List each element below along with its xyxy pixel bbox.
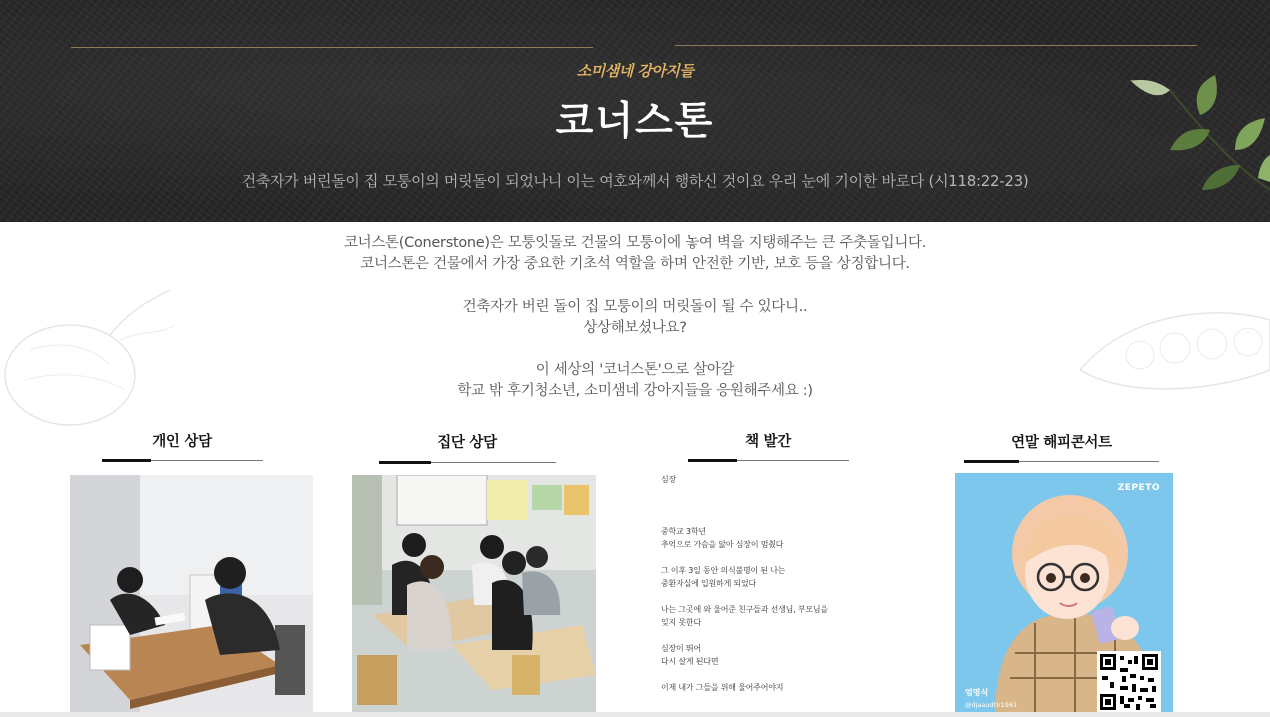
book-page-preview[interactable] xyxy=(656,473,896,717)
intro-line: 코너스톤은 건물에서 가장 중요한 기초석 역할을 하며 안전한 기반, 보호 등을 상징합니다. xyxy=(360,256,910,272)
book-line xyxy=(661,668,896,681)
intro-line: 이 세상의 '코너스톤'으로 살아갈 xyxy=(535,362,735,378)
book-line: 심장 xyxy=(661,475,677,484)
program-title-book-publication: 책 발간 xyxy=(745,434,791,450)
page-title: 코너스톤 xyxy=(555,98,715,144)
book-line xyxy=(661,486,896,499)
book-line xyxy=(661,629,896,642)
hero-verse: 건축자가 버린돌이 집 모퉁이의 머릿돌이 되었나니 이는 여호와께서 행하신 것이요 우리 눈에 기이한 바로다 (시118:22-23) xyxy=(241,172,1029,190)
hero-banner xyxy=(0,0,1270,222)
intro-line: 건축자가 버린 돌이 집 모퉁이의 머릿돌이 될 수 있다니.. xyxy=(462,299,808,315)
avatar-handle: @djaaudtlr1961 xyxy=(965,701,1018,709)
book-line: 중환자실에 입원하게 되었다 xyxy=(661,579,757,588)
program-underline xyxy=(964,461,1159,462)
zepeto-logo: ZEPETO xyxy=(1117,483,1160,493)
book-line: 이제 내가 그들을 위해 울어주어야지 xyxy=(661,683,784,692)
bottom-edge xyxy=(0,712,1270,717)
leaf-branch-icon xyxy=(1130,70,1270,210)
book-line: 추억으로 가슴을 앓아 심장이 멈췄다 xyxy=(661,540,784,549)
program-underline xyxy=(102,460,263,461)
book-line xyxy=(661,512,896,525)
hero-divider-right xyxy=(675,45,1197,46)
book-line xyxy=(661,499,896,512)
program-underline xyxy=(379,462,556,463)
group-counseling-photo[interactable] xyxy=(352,475,596,717)
book-line: 그 이후 3일 동안 의식불명이 된 나는 xyxy=(661,566,786,575)
hero-subtitle: 소미샘네 강아지들 xyxy=(576,62,694,80)
avatar-name: 엄명식 xyxy=(965,688,989,697)
book-line: 심장이 뛰어 xyxy=(661,644,701,653)
intro-line: 코너스톤(Conerstone)은 모퉁잇돌로 건물의 모퉁이에 놓여 벽을 지탱해주는 큰 주춧돌입니다. xyxy=(343,235,927,251)
program-title-year-end-concert: 연말 해피콘서트 xyxy=(1011,435,1112,451)
intro-paragraph-3 xyxy=(0,360,1270,402)
intro-line: 상상해보셨나요? xyxy=(583,320,687,336)
book-line: 다시 살게 된다면 xyxy=(661,657,719,666)
individual-counseling-photo[interactable] xyxy=(70,475,313,717)
hero-divider-left xyxy=(71,47,593,48)
book-line: 나는 그곳에 와 울어준 친구들과 선생님, 부모님을 xyxy=(661,605,828,614)
book-line: 중학교 3학년 xyxy=(661,527,706,536)
program-title-group-counseling: 집단 상담 xyxy=(437,435,497,451)
book-line: 잊지 못한다 xyxy=(661,618,701,627)
program-title-individual-counseling: 개인 상담 xyxy=(152,434,212,450)
zepeto-avatar-card[interactable] xyxy=(955,473,1173,717)
book-line xyxy=(661,590,896,603)
program-underline xyxy=(688,460,849,461)
intro-paragraph-2 xyxy=(0,297,1270,339)
qr-code-icon xyxy=(1097,651,1161,713)
book-line xyxy=(661,551,896,564)
intro-paragraph-1 xyxy=(0,233,1270,275)
intro-line: 학교 밖 후기청소년, 소미샘네 강아지들을 응원해주세요 :) xyxy=(457,383,813,399)
